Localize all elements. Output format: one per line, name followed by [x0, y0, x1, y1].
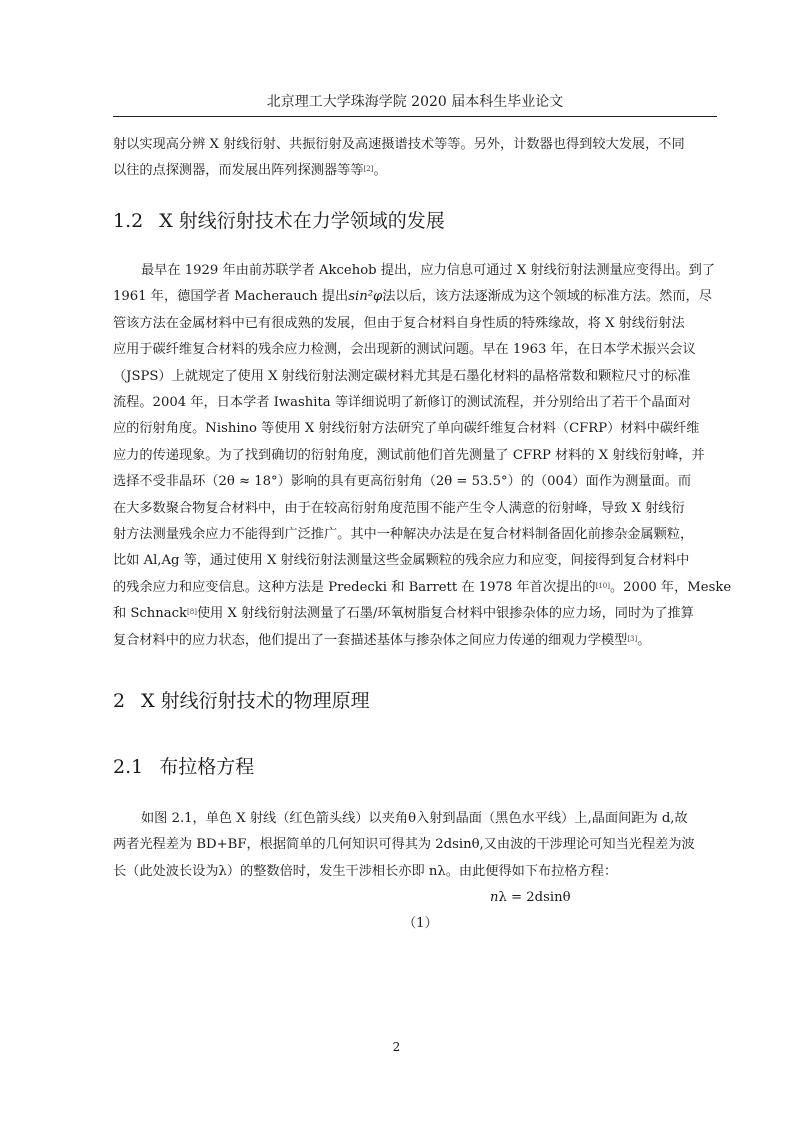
- paragraph-line: 比如 Al,Ag 等，通过使用 X 射线衍射法测量这些金属颗粒的残余应力和应变，间接得到复合材料中: [113, 553, 690, 569]
- paragraph-line: [113, 158, 717, 184]
- paragraph-line: 应的衍射角度。Nishino 等使用 X 射线衍射方法研究了单向碳纤维复合材料（CFRP）材料中碳纤维: [113, 421, 700, 437]
- paragraph-line: 射方法测量残余应力不能得到广泛推广。其中一种解决办法是在复合材料制备固化前掺杂金属颗粒，: [113, 527, 694, 543]
- inline-math: sin²φ: [348, 289, 383, 305]
- section-heading-2: [113, 688, 370, 714]
- paragraph-line: 选择不受非晶环（2θ ≈ 18°）影响的具有更高衍射角（2θ = 53.5°）的（004）面作为测量面。而: [113, 474, 692, 490]
- paragraph-line: 流程。2004 年，日本学者 Iwashita 等详细说明了新修订的测试流程，并分别给出了若干个晶面对: [113, 395, 691, 411]
- section-title: X 射线衍射技术的物理原理: [141, 690, 370, 712]
- citation-ref: [10]: [595, 581, 610, 590]
- paragraph-line: 最早在 1929 年由前苏联学者 Akcehob 提出，应力信息可通过 X 射线衍射法测量应变得出。到了: [141, 263, 716, 278]
- header-rule: [113, 116, 717, 117]
- paragraph-text: 复合材料中的应力状态，他们提出了一套描述基体与掺杂体之间应力传递的细观力学模型: [113, 632, 628, 648]
- paragraph-text: 。2000 年，Meske: [609, 579, 732, 595]
- paragraph-text: 和 Schnack: [113, 606, 188, 622]
- section-number: 2: [113, 690, 126, 712]
- paragraph-intro: [113, 132, 717, 185]
- equation-number: （1）: [403, 916, 438, 931]
- running-header: 北京理工大学珠海学院 2020 届本科生毕业论文: [266, 94, 564, 110]
- section-title: X 射线衍射技术在力学领域的发展: [159, 210, 445, 232]
- paragraph-line: [113, 601, 717, 627]
- paragraph-text: 以往的点探测器，而发展出阵列探测器等等: [113, 163, 364, 179]
- paragraph-line: 射以实现高分辨 X 射线衍射、共振衍射及高速摄谱技术等等。另外，计数器也得到较大发展，不同: [113, 137, 685, 152]
- paragraph-line: 两者光程差为 BD+BF，根据简单的几何知识可得其为 2dsinθ,又由波的干涉理论可知当光程差为波: [113, 837, 695, 853]
- section-heading-2-1: [113, 754, 254, 780]
- paragraph-line: [113, 575, 732, 601]
- paragraph-text: 的残余应力和应变信息。这种方法是 Predecki 和 Barrett 在 1978 年首次提出的: [113, 579, 596, 595]
- paragraph-line: [113, 628, 717, 654]
- formula-rhs: λ = 2dsinθ: [498, 890, 571, 905]
- paragraph-text: 。: [373, 163, 387, 179]
- section-title: 布拉格方程: [159, 756, 255, 778]
- citation-ref: [3]: [627, 634, 638, 643]
- paragraph-line: 管该方法在金属材料中已有很成熟的发展，但由于复合材料自身性质的特殊缘故，将 X 射线衍射法: [113, 315, 685, 331]
- formula-lhs: n: [490, 890, 499, 905]
- section-number: 1.2: [113, 210, 144, 232]
- paragraph-line: 应力的传递现象。为了找到确切的衍射角度，测试前他们首先测量了 CFRP 材料的 X 射线衍射峰，并: [113, 447, 705, 463]
- paragraph-text: 使用 X 射线衍射法测量了石墨/环氧树脂复合材料中银掺杂体的应力场，同时为了推算: [196, 606, 694, 622]
- page-number: 2: [392, 1040, 401, 1054]
- paragraph-line: （JSPS）上就规定了使用 X 射线衍射法测定碳材料尤其是石墨化材料的晶格常数和颗粒尺寸的标准: [113, 368, 691, 384]
- citation-ref: [2]: [363, 165, 374, 174]
- paragraph-text: 法以后，该方法逐渐成为这个领域的标准方法。然而，尽: [382, 289, 712, 305]
- paragraph-line: 应用于碳纤维复合材料的残余应力检测，会出现新的测试问题。早在 1963 年，在日本学术振兴会议: [113, 342, 696, 358]
- paragraph-line: 在大多数聚合物复合材料中，由于在较高衍射角度范围不能产生令人满意的衍射峰，导致 X 射线衍: [113, 500, 685, 516]
- paragraph-2-1: [113, 806, 717, 885]
- paragraph-line: [113, 284, 717, 310]
- paragraph-line: 如图 2.1，单色 X 射线（红色箭头线）以夹角θ入射到晶面（黑色水平线）上,晶面间距为 d,故: [141, 811, 688, 826]
- paragraph-text: 。: [637, 632, 651, 648]
- section-heading-1-2: [113, 208, 445, 234]
- citation-ref: [8]: [187, 608, 197, 617]
- bragg-equation: [490, 888, 571, 908]
- section-number: 2.1: [113, 756, 144, 778]
- paragraph-line: 长（此处波长设为λ）的整数倍时，发生干涉相长亦即 nλ。由此便得如下布拉格方程：: [113, 863, 618, 879]
- paragraph-text: 1961 年，德国学者 Macherauch 提出: [113, 289, 349, 305]
- paragraph-1-2: [113, 258, 732, 654]
